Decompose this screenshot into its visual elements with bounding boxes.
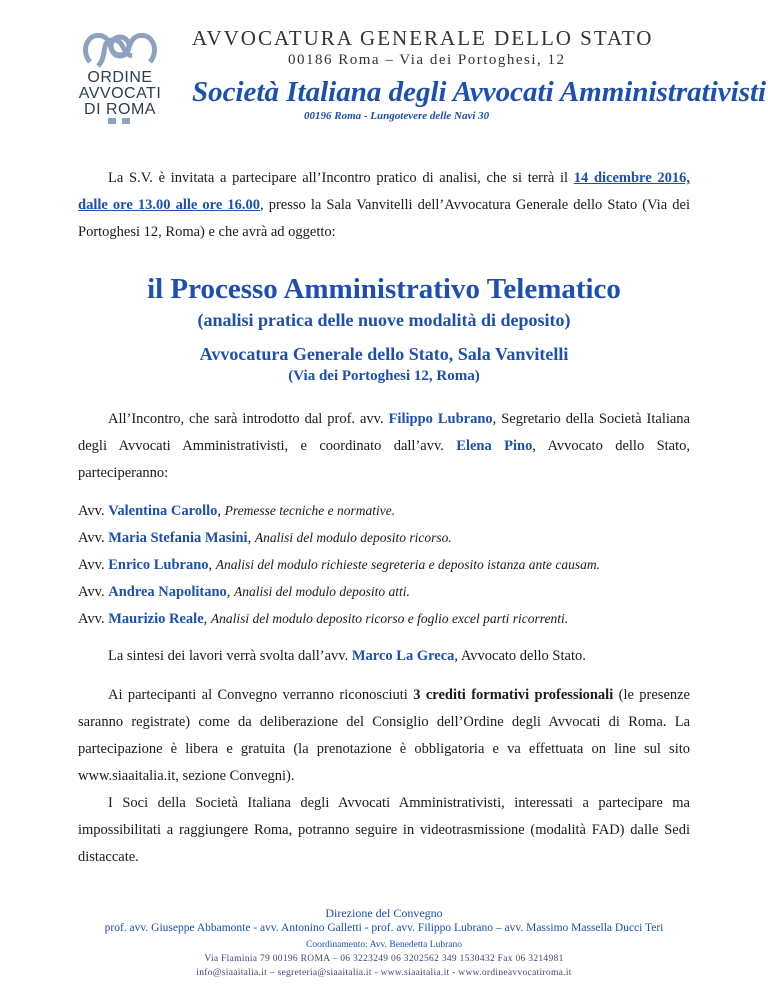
org-avvocatura-name: AVVOCATURA GENERALE DELLO STATO (192, 26, 654, 50)
speaker-name: Valentina Carollo (108, 503, 218, 519)
event-title: il Processo Amministrativo Telematico (147, 273, 621, 305)
speaker-item: Avv. Enrico Lubrano, Analisi del modulo richieste segreteria e deposito istanza ante causam. (78, 557, 600, 573)
speaker-topic: Analisi del modulo richieste segreteria e deposito istanza ante causam. (215, 557, 600, 572)
speaker-item: Avv. Maria Stefania Masini, Analisi del modulo deposito ricorso. (78, 530, 452, 546)
intro-paragraph (78, 165, 690, 246)
speaker-name: Enrico Lubrano (108, 557, 209, 573)
event-date: 14 dicembre 2016, dalle ore 13.00 alle ore 16.00 (78, 170, 690, 213)
speaker-prefix: Avv. (78, 530, 109, 546)
credits-paragraph (78, 682, 690, 790)
speaker-item: Avv. Maurizio Reale, Analisi del modulo deposito ricorso e foglio excel parti ricorrenti. (78, 611, 569, 627)
intro-text-a: La S.V. è invitata a partecipare all’Incontro pratico di analisi, che si terrà il (108, 170, 574, 186)
summary-paragraph (78, 643, 690, 670)
org-siaa-name: Società Italiana degli Avvocati Amministrativisti (192, 76, 767, 108)
credits-text-b: (le presenze saranno registrate) come da deliberazione del Consiglio dell’Ordine degli Avvocati di Roma. La partecipazione è libera e gratuita (la prenotazione è obbligatoria e va effettuata on line sul sito www.siaaitalia.it, sezione Convegni). (78, 687, 690, 784)
speaker-topic: Analisi del modulo deposito ricorso e foglio excel parti ricorrenti. (210, 611, 569, 626)
soci-paragraph: I Soci della Società Italiana degli Avvocati Amministrativisti, interessati a partecipare ma impossibilitati a raggiungere Roma, potranno seguire in videotrasmissione (modalità FAD) dalle Sedi distaccate. (78, 795, 690, 865)
logo-line-2: AVVOCATI (78, 85, 162, 102)
logo-line-1: ORDINE (87, 69, 153, 86)
speaker-item: Avv. Valentina Carollo, Premesse tecniche e normative. (78, 503, 396, 519)
org-avvocatura-address: 00186 Roma – Via dei Portoghesi, 12 (288, 52, 566, 68)
speaker-name: Maurizio Reale (108, 611, 204, 627)
moderator-name-2: Elena Pino (456, 438, 533, 454)
speaker-name: Maria Stefania Masini (108, 530, 248, 546)
moderators-text-a: All’Incontro, che sarà introdotto dal prof. avv. (108, 411, 389, 427)
speaker-topic: Premesse tecniche e normative. (224, 503, 396, 518)
event-venue-address: (Via dei Portoghesi 12, Roma) (288, 368, 480, 384)
speaker-prefix: Avv. (78, 503, 109, 519)
logo-line-3: DI ROMA (84, 101, 156, 118)
moderators-text-b: , Segretario della Società Italiana degli Avvocati Amministrativisti, e coordinato dall’avv. (78, 411, 690, 454)
speaker-item: Avv. Andrea Napolitano, Analisi del modulo deposito atti. (78, 584, 410, 600)
speaker-topic: Analisi del modulo deposito ricorso. (254, 530, 452, 545)
org-siaa-address: 00196 Roma - Lungotevere delle Navi 30 (304, 110, 490, 122)
knot-emblem-icon (78, 26, 162, 72)
summary-name: Marco La Greca (351, 648, 455, 664)
footer-coordination: Coordinamento: Avv. Benedetta Lubrano (306, 940, 462, 950)
event-venue: Avvocatura Generale dello Stato, Sala Vanvitelli (199, 344, 569, 364)
summary-text-a: La sintesi dei lavori verrà svolta dall’avv. (108, 648, 352, 664)
speaker-prefix: Avv. (78, 611, 109, 627)
credits-text-a: Ai partecipanti al Convegno verranno riconosciuti (108, 687, 414, 703)
speaker-topic: Analisi del modulo deposito atti. (234, 584, 410, 599)
speaker-name: Andrea Napolitano (108, 584, 227, 600)
ordine-avvocati-logo (78, 26, 162, 122)
footer-contacts: Via Flaminia 79 00196 ROMA – 06 3223249 06 3202562 349 1530432 Fax 06 3214981 (204, 954, 564, 964)
moderators-text-c: , Avvocato dello Stato, parteciperanno: (78, 438, 690, 481)
footer-emails: info@siaaitalia.it – segreteria@siaaitalia.it - www.siaaitalia.it - www.ordineavvocatiroma.it (196, 968, 572, 978)
moderator-name-1: Filippo Lubrano (388, 411, 493, 427)
speaker-prefix: Avv. (78, 557, 109, 573)
credits-bold: 3 crediti formativi professionali (413, 687, 614, 703)
footer-directors: prof. avv. Giuseppe Abbamonte - avv. Antonino Galletti - prof. avv. Filippo Lubrano – avv. Massimo Massella Ducci Teri (104, 922, 664, 934)
event-subtitle: (analisi pratica delle nuove modalità di deposito) (197, 310, 571, 330)
footer-direction-label: Direzione del Convegno (325, 906, 443, 920)
intro-text-b: , presso la Sala Vanvitelli dell’Avvocatura Generale dello Stato (Via dei Portoghesi 12, Roma) e che avrà ad oggetto: (78, 197, 690, 240)
summary-text-b: , Avvocato dello Stato. (454, 648, 586, 664)
speaker-prefix: Avv. (78, 584, 109, 600)
columns-icon (108, 118, 132, 124)
moderators-paragraph (78, 406, 690, 487)
